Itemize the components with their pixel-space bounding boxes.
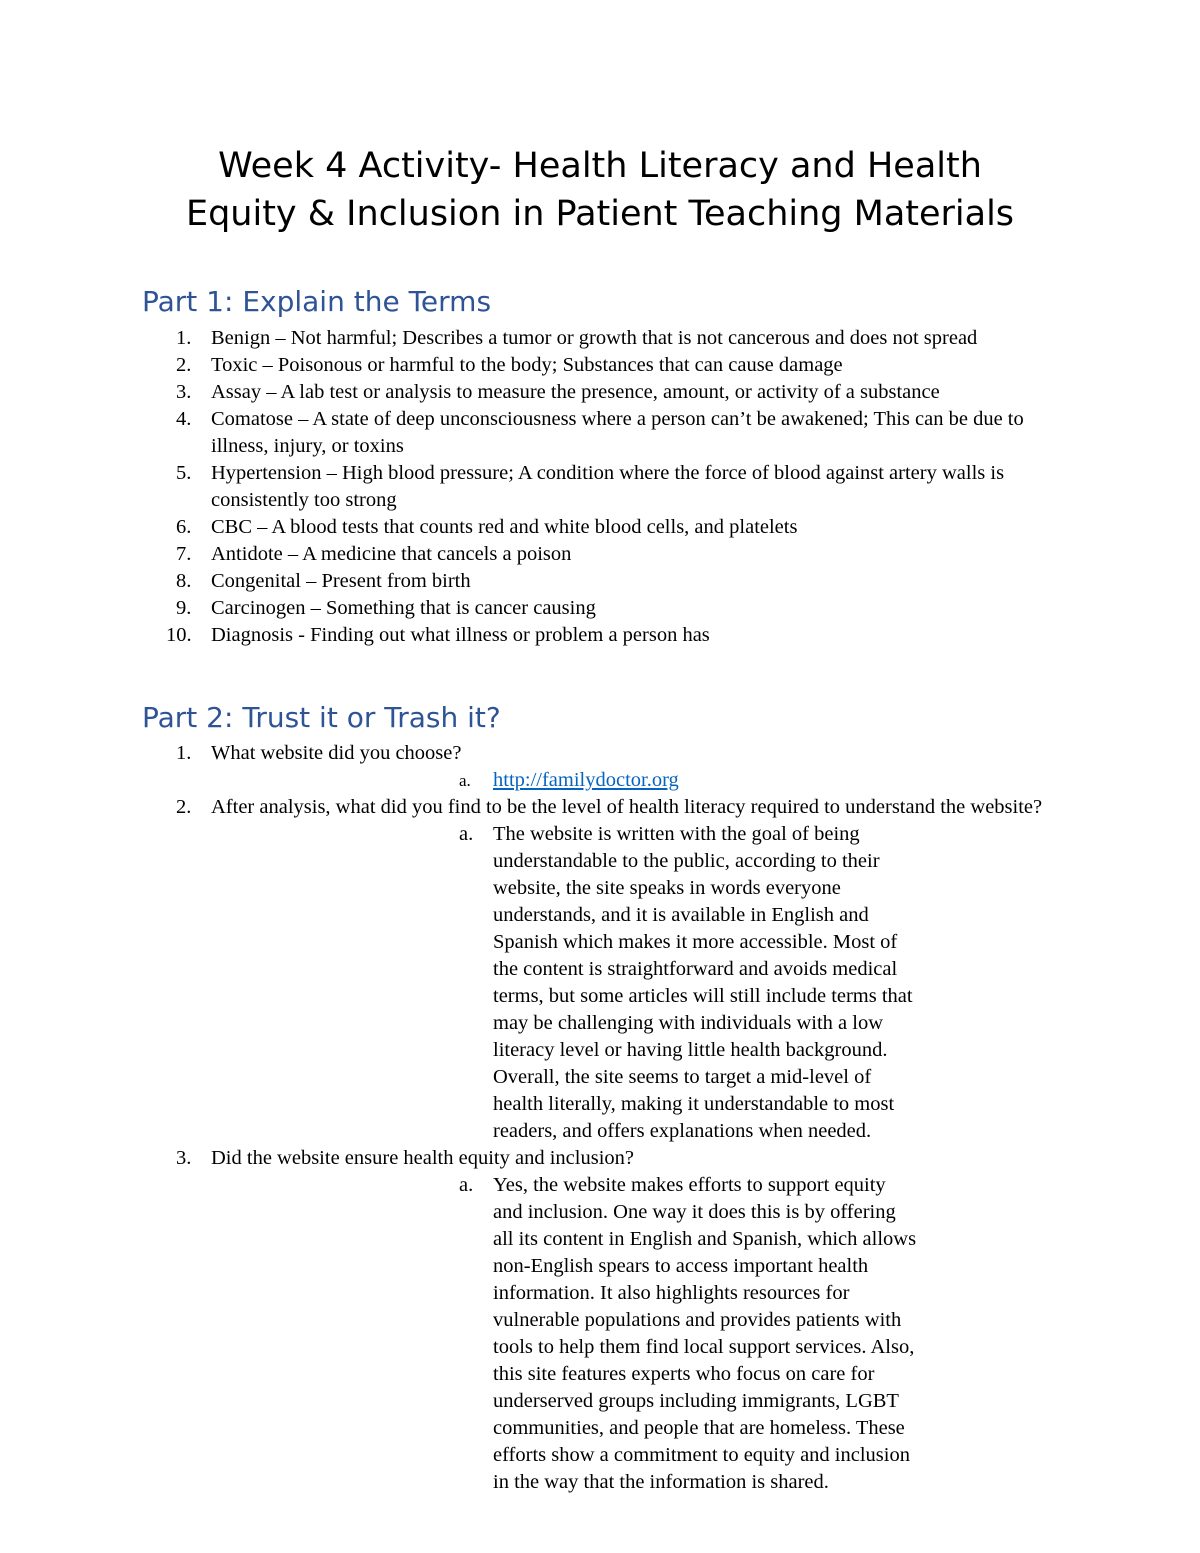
terms-list — [0, 325, 1200, 649]
term-definition: Assay – A lab test or analysis to measure the presence, amount, or activity of a substance — [211, 381, 940, 403]
answer-item — [211, 821, 1060, 1145]
item-number: 7. — [176, 543, 192, 565]
item-number: 10. — [166, 624, 192, 646]
answer-letter: a. — [459, 1174, 474, 1196]
list-item — [0, 406, 1200, 460]
item-number: 3. — [176, 381, 192, 403]
answer-list — [211, 1172, 1060, 1496]
term-definition: Toxic – Poisonous or harmful to the body; Substances that can cause damage — [211, 354, 843, 376]
answer-item — [211, 1172, 1060, 1496]
term-definition: Hypertension – High blood pressure; A condition where the force of blood against artery walls is consistently too strong — [211, 462, 1005, 511]
item-number: 8. — [176, 570, 192, 592]
item-number: 9. — [176, 597, 192, 619]
item-number: 1. — [176, 327, 192, 349]
question-item — [0, 740, 1200, 794]
question-text: Did the website ensure health equity and inclusion? — [211, 1147, 634, 1169]
list-item — [0, 514, 1200, 541]
part2-heading: Part 2: Trust it or Trash it? — [142, 701, 501, 734]
list-item — [0, 622, 1200, 649]
term-definition: Congenital – Present from birth — [211, 570, 471, 592]
term-definition: Comatose – A state of deep unconsciousness where a person can’t be awakened; This can be due to illness, injury, or toxins — [211, 408, 1024, 457]
list-item — [0, 352, 1200, 379]
term-definition: Carcinogen – Something that is cancer causing — [211, 597, 596, 619]
document-title — [100, 142, 1100, 238]
website-link[interactable]: http://familydoctor.org — [493, 769, 679, 791]
list-item — [0, 379, 1200, 406]
questions-list — [0, 740, 1200, 1496]
question-number: 1. — [176, 742, 192, 764]
answer-text: The website is written with the goal of being understandable to the public, according to their website, the site speaks in words everyone understands, and it is available in English and Spanish which makes it more accessible. Most of the content is straightforward and avoids medical terms, but some articles will still include terms that may be challenging with individuals with a low literacy level or having little health background. Overall, the site seems to target a mid-level of health literally, making it understandable to most readers, and offers explanations when needed. — [493, 823, 913, 1142]
question-item — [0, 1145, 1200, 1496]
question-text: After analysis, what did you find to be the level of health literacy required to understand the website? — [211, 796, 1043, 818]
item-number: 5. — [176, 462, 192, 484]
item-number: 6. — [176, 516, 192, 538]
question-number: 2. — [176, 796, 192, 818]
answer-list — [211, 821, 1060, 1145]
answer-item — [211, 767, 1060, 794]
term-definition: Diagnosis - Finding out what illness or problem a person has — [211, 624, 710, 646]
answer-letter: a. — [459, 771, 471, 790]
list-item — [0, 541, 1200, 568]
item-number: 2. — [176, 354, 192, 376]
part1-heading: Part 1: Explain the Terms — [142, 285, 492, 318]
term-definition: Antidote – A medicine that cancels a poison — [211, 543, 572, 565]
list-item — [0, 460, 1200, 514]
list-item — [0, 325, 1200, 352]
item-number: 4. — [176, 408, 192, 430]
answer-list — [211, 767, 1060, 794]
answer-letter: a. — [459, 823, 474, 845]
list-item — [0, 568, 1200, 595]
question-number: 3. — [176, 1147, 192, 1169]
title-line-1: Week 4 Activity- Health Literacy and Health — [218, 146, 982, 186]
term-definition: CBC – A blood tests that counts red and white blood cells, and platelets — [211, 516, 798, 538]
answer-text: Yes, the website makes efforts to support equity and inclusion. One way it does this is by offering all its content in English and Spanish, which allows non-English spears to access important health information. It also highlights resources for vulnerable populations and provides patients with tools to help them find local support services. Also, this site features experts who focus on care for underserved groups including immigrants, LGBT communities, and people that are homeless. These efforts show a commitment to equity and inclusion in the way that the information is shared. — [493, 1174, 917, 1493]
question-item — [0, 794, 1200, 1145]
list-item — [0, 595, 1200, 622]
question-text: What website did you choose? — [211, 742, 462, 764]
term-definition: Benign – Not harmful; Describes a tumor or growth that is not cancerous and does not spread — [211, 327, 978, 349]
title-line-2: Equity & Inclusion in Patient Teaching Materials — [185, 194, 1015, 234]
